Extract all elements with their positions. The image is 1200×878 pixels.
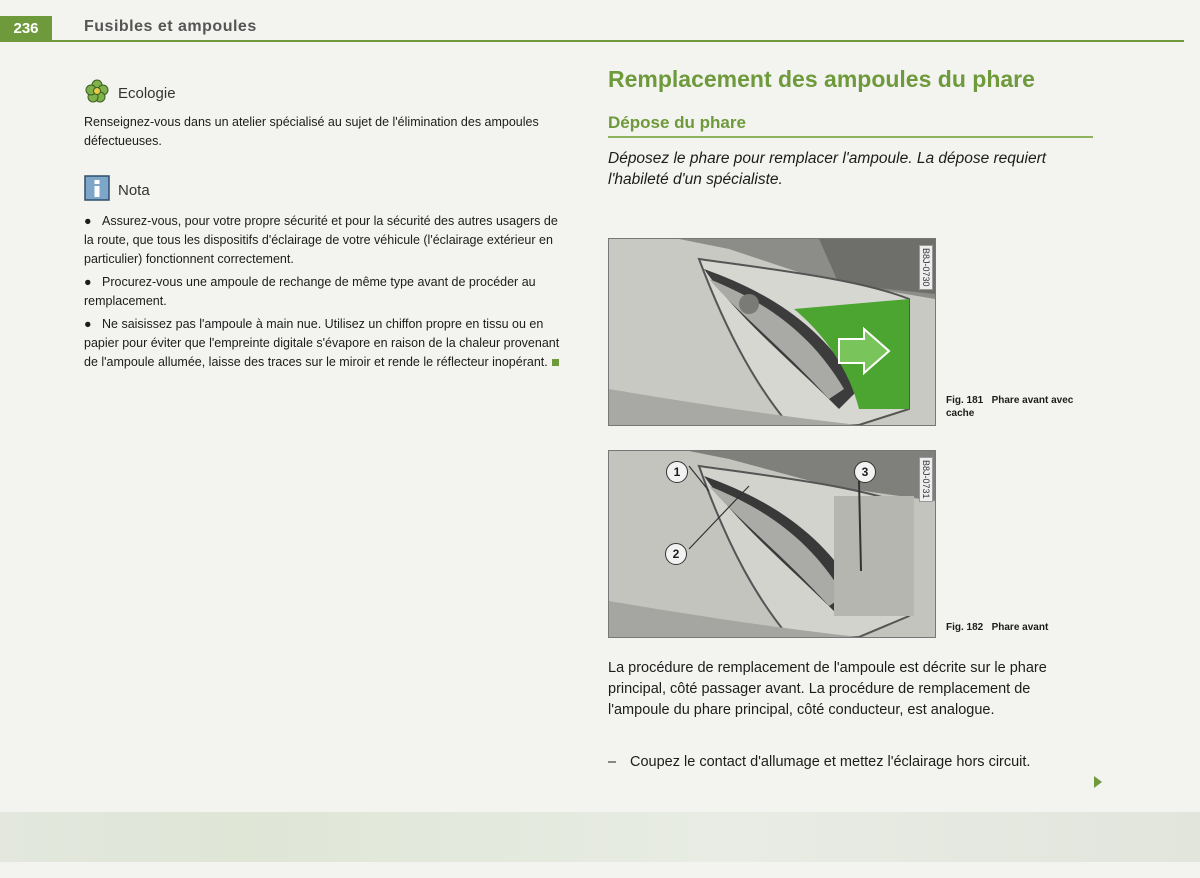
page-number: 236: [0, 16, 52, 42]
bullet-dot: ●: [84, 317, 92, 331]
figure-code: B8J-0730: [919, 245, 933, 290]
ecology-title: Ecologie: [118, 85, 176, 102]
nota-bullet: [84, 212, 566, 269]
footer-band: [0, 812, 1200, 862]
callout-3: 3: [854, 461, 876, 483]
figure-caption: [946, 394, 1088, 420]
step-dash: –: [608, 754, 617, 770]
next-page-arrow-icon: [1094, 776, 1102, 788]
bullet-dot: ●: [84, 275, 92, 289]
nota-title: Nota: [118, 182, 150, 199]
callout-2: 2: [665, 543, 687, 565]
ecology-text: Renseignez-vous dans un atelier spécialisé au sujet de l'élimination des ampoules défectueuses.: [84, 115, 539, 148]
headlight-exposed-image: [608, 450, 936, 638]
flower-icon: [84, 78, 110, 109]
callout-1: 1: [666, 461, 688, 483]
nota-header: [84, 175, 566, 206]
ecology-header: [84, 78, 566, 109]
procedure-paragraph: La procédure de remplacement de l'ampoule est décrite sur le phare principal, côté passager avant. La procédure de remplacement de l'ampoule du phare principal, côté conducteur, est analogue.: [608, 660, 1047, 718]
step-text: Coupez le contact d'allumage et mettez l'éclairage hors circuit.: [630, 754, 1031, 770]
figure-caption: [946, 621, 1048, 634]
section-intro: Déposez le phare pour remplacer l'ampoule. La dépose requiert l'habileté d'un spécialiste.: [608, 150, 1047, 188]
nota-bullet: [84, 273, 566, 311]
nota-bullet: [84, 315, 566, 372]
headlight-cover-image: [608, 238, 936, 426]
bullet-dot: ●: [84, 214, 92, 228]
nota-bullet-text: Ne saisissez pas l'ampoule à main nue. Utilisez un chiffon propre en tissu ou en papier pour éviter que l'empreinte digitale s'évapore en raison de la chaleur provenant de l'ampoule allumée, laisse des traces sur le miroir et rende le réflecteur inopérant.: [84, 317, 560, 369]
figure-caption-text: Phare avant avec cache: [946, 395, 1074, 419]
figure-number: Fig. 182: [946, 622, 984, 633]
left-column: [84, 78, 566, 372]
figure-code: B8J-0731: [919, 457, 933, 502]
nota-bullet-text: Assurez-vous, pour votre propre sécurité et pour la sécurité des autres usagers de la route, que tous les dispositifs d'éclairage de votre véhicule (l'éclairage extérieur en particulier) fonctionnent correctement.: [84, 214, 558, 266]
chapter-title: Fusibles et ampoules: [84, 18, 257, 35]
figure-caption-text: Phare avant: [991, 622, 1049, 633]
figure-number: Fig. 181: [946, 395, 984, 406]
nota-bullet-text: Procurez-vous une ampoule de rechange de même type avant de procéder au remplacement.: [84, 275, 536, 308]
section-title: Dépose du phare: [608, 113, 746, 132]
section-divider: [608, 136, 1093, 138]
page-main-title: Remplacement des ampoules du phare: [608, 66, 1035, 92]
header-divider: [52, 40, 1184, 42]
procedure-step: [608, 752, 1092, 773]
info-icon: [84, 175, 110, 206]
right-column: [608, 66, 1093, 190]
end-of-section-icon: [552, 359, 559, 366]
